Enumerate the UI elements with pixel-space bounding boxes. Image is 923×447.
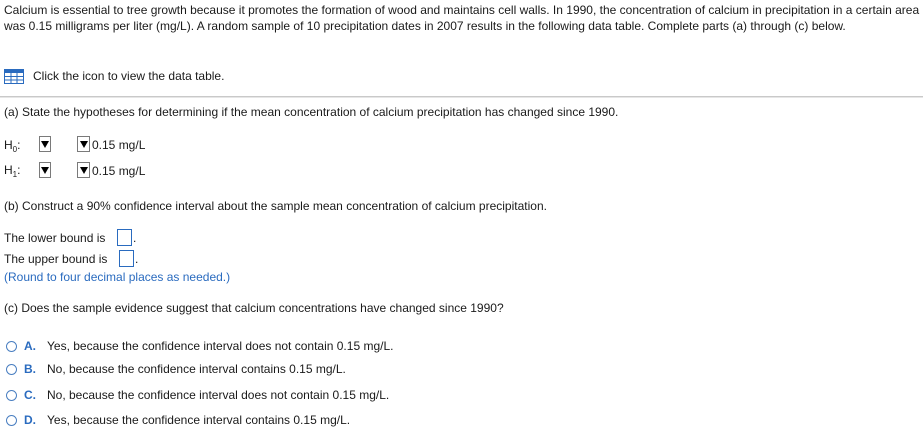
triangle-down-icon <box>41 141 49 148</box>
triangle-down-icon <box>80 167 88 174</box>
upper-bound-period: . <box>135 252 139 266</box>
h0-subscript: 0 <box>12 145 18 154</box>
option-letter: C. <box>24 388 36 402</box>
part-b-prompt: (b) Construct a 90% confidence interval about the sample mean concentration of calcium precipitation. <box>4 199 547 213</box>
option-text[interactable]: Yes, because the confidence interval contains 0.15 mg/L. <box>47 413 351 427</box>
option-text[interactable]: Yes, because the confidence interval does not contain 0.15 mg/L. <box>47 339 394 353</box>
option-letter: D. <box>24 413 36 427</box>
data-table-link-text[interactable]: Click the icon to view the data table. <box>33 69 225 83</box>
lower-bound-period: . <box>133 231 137 245</box>
upper-bound-label: The upper bound is <box>4 252 108 266</box>
triangle-down-icon <box>41 167 49 174</box>
radio-icon[interactable] <box>6 364 17 375</box>
option-letter: A. <box>24 339 36 353</box>
h1-subscript: 1 <box>12 170 18 179</box>
h0-parameter-dropdown[interactable] <box>39 136 51 152</box>
h1-parameter-dropdown[interactable] <box>39 162 51 178</box>
divider-shadow <box>0 97 923 98</box>
h0-letter: H <box>4 138 13 152</box>
option-text[interactable]: No, because the confidence interval contains 0.15 mg/L. <box>47 362 346 376</box>
triangle-down-icon <box>80 141 88 148</box>
h1-value: 0.15 mg/L <box>92 164 146 178</box>
option-text[interactable]: No, because the confidence interval does not contain 0.15 mg/L. <box>47 388 390 402</box>
part-a-prompt: (a) State the hypotheses for determining if the mean concentration of calcium precipitation has changed since 1990. <box>4 105 619 119</box>
h0-label <box>4 138 20 154</box>
h1-label <box>4 163 20 179</box>
h1-colon: : <box>17 163 21 177</box>
radio-icon[interactable] <box>6 415 17 426</box>
data-table-icon[interactable] <box>4 69 24 84</box>
lower-bound-input[interactable] <box>117 229 132 246</box>
h0-relation-dropdown[interactable] <box>77 136 90 152</box>
lower-bound-label: The lower bound is <box>4 231 106 245</box>
h0-value: 0.15 mg/L <box>92 138 146 152</box>
rounding-note: (Round to four decimal places as needed.) <box>4 270 231 284</box>
upper-bound-input[interactable] <box>119 250 134 267</box>
radio-icon[interactable] <box>6 341 17 352</box>
part-c-prompt: (c) Does the sample evidence suggest that calcium concentrations have changed since 1990? <box>4 301 504 315</box>
h1-letter: H <box>4 163 13 177</box>
problem-statement: Calcium is essential to tree growth because it promotes the formation of wood and maintains cell walls. In 1990, the concentration of calcium in precipitation in a certain area was 0.15 milligrams per liter (mg/L). A random sample of 10 precipitation dates in 2007 results in the following data table. Complete parts (a) through (c) below. <box>4 3 920 33</box>
data-table-icon-button[interactable] <box>4 68 26 84</box>
h1-relation-dropdown[interactable] <box>77 162 90 178</box>
h0-colon: : <box>17 138 21 152</box>
radio-icon[interactable] <box>6 390 17 401</box>
option-letter: B. <box>24 362 36 376</box>
